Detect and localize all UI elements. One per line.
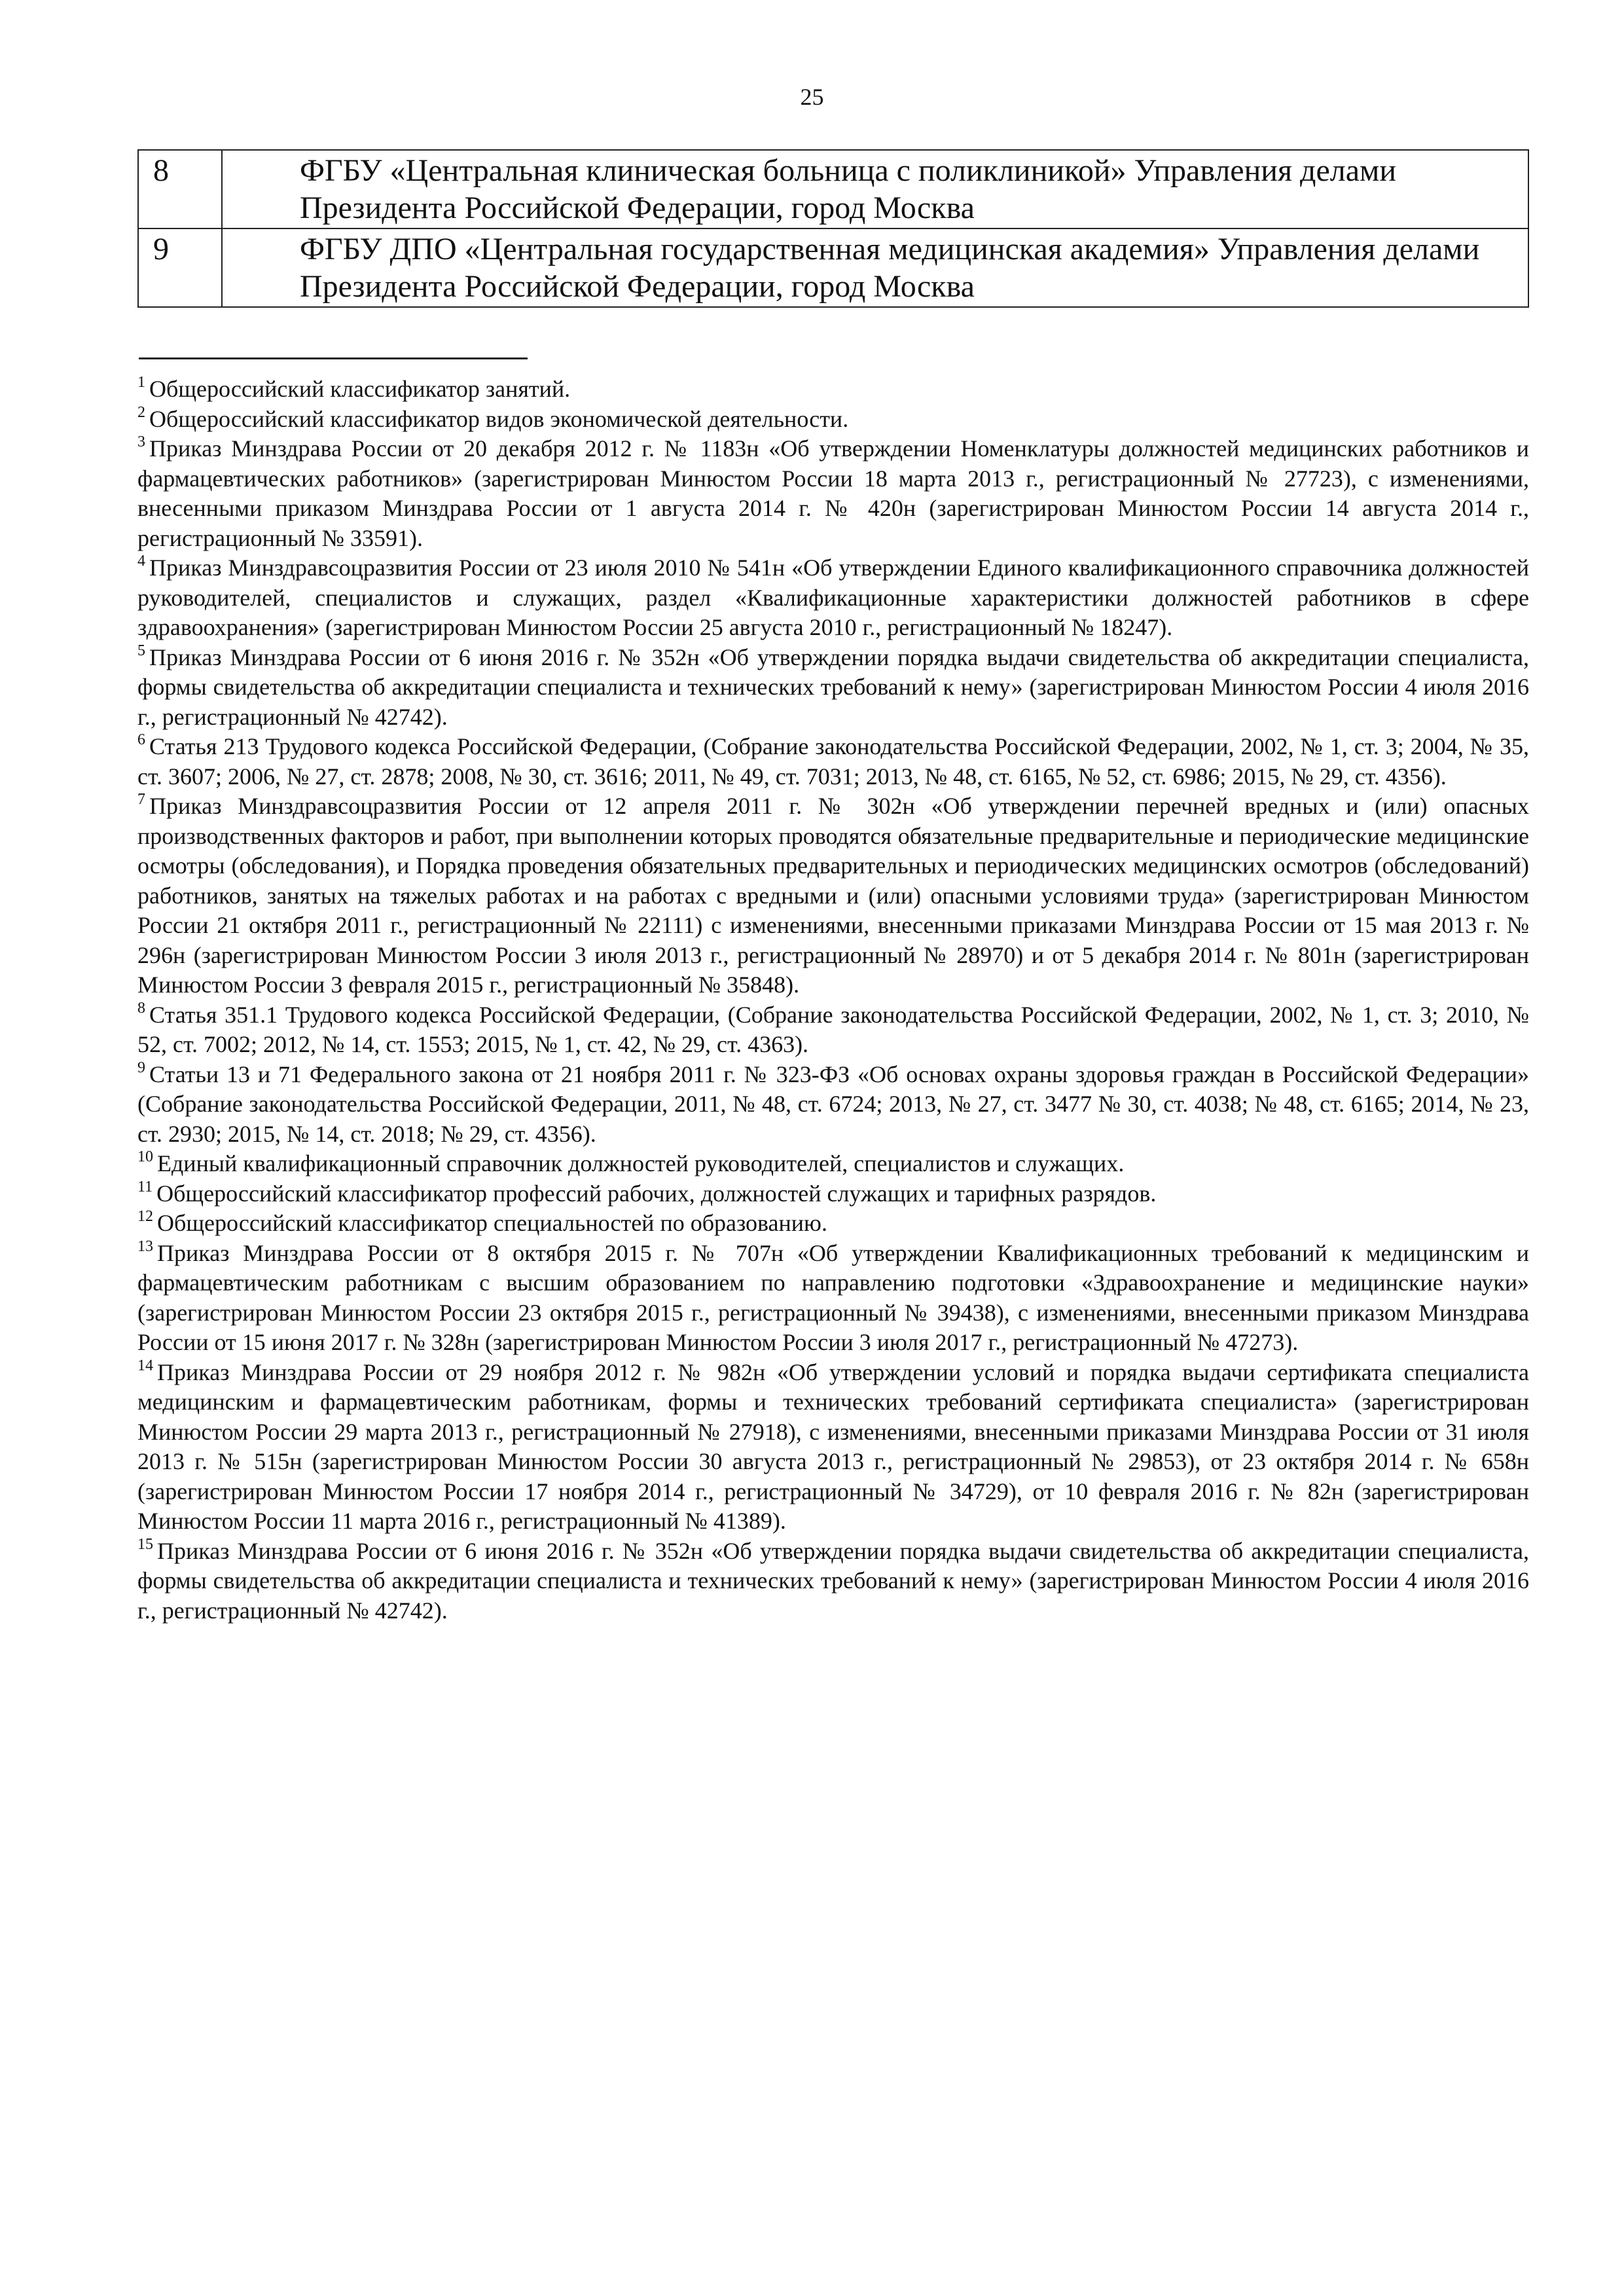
footnote-number: 13 bbox=[137, 1237, 153, 1255]
organizations-table bbox=[137, 149, 1529, 308]
footnote-number: 6 bbox=[137, 731, 145, 748]
footnote-number: 9 bbox=[137, 1059, 145, 1076]
footnote bbox=[137, 1239, 1529, 1358]
footnote-number: 2 bbox=[137, 403, 145, 421]
footnote-text: Приказ Минздрава России от 29 ноября 2012 г. № 982н «Об утверждении условий и порядка выдачи сертификата специалиста медицинским и фармацевтическим работникам, формы и технических требований сертификата специалиста» (зарегистрирован Минюстом России 29 марта 2013 г., регистрационный № 27918), с изменениями, внесенными приказами Минздрава России от 31 июля 2013 г. № 515н (зарегистрирован Минюстом России 30 августа 2013 г., регистрационный № 29853), от 23 октября 2014 г. № 658н (зарегистрирован Минюстом России 17 ноября 2014 г., регистрационный № 34729), от 10 февраля 2016 г. № 82н (зарегистрирован Минюстом России 11 марта 2016 г., регистрационный № 41389). bbox=[137, 1358, 1529, 1534]
footnote-number: 12 bbox=[137, 1208, 153, 1225]
footnote-text: Общероссийский классификатор специальностей по образованию. bbox=[157, 1210, 827, 1236]
table-row bbox=[138, 228, 1528, 307]
footnote bbox=[137, 434, 1529, 553]
footnote bbox=[137, 1209, 1529, 1239]
footnote-separator bbox=[139, 357, 528, 359]
footnote bbox=[137, 1358, 1529, 1537]
table-row bbox=[138, 150, 1528, 228]
footnote bbox=[137, 1179, 1529, 1209]
footnote-text: Приказ Минздравсоцразвития России от 12 апреля 2011 г. № 302н «Об утверждении перечней вредных и (или) опасных производственных факторов и работ, при выполнении которых проводятся обязательные предварительные и периодические медицинские осмотры (обследования), и Порядка проведения обязательных предварительных и периодических медицинских осмотров (обследований) работников, занятых на тяжелых работах и на работах с вредными и (или) опасными условиями труда» (зарегистрирован Минюстом России 21 октября 2011 г., регистрационный № 22111) с изменениями, внесенными приказами Минздрава России от 15 мая 2013 г. № 296н (зарегистрирован Минюстом России 3 июля 2013 г., регистрационный № 28970) и от 5 декабря 2014 г. № 801н (зарегистрирован Минюстом России 3 февраля 2015 г., регистрационный № 35848). bbox=[137, 793, 1529, 998]
footnote-number: 8 bbox=[137, 999, 145, 1017]
footnote bbox=[137, 1000, 1529, 1060]
footnotes-section bbox=[137, 374, 1529, 1626]
footnote-text: Статья 213 Трудового кодекса Российской Федерации, (Собрание законодательства Российской Федерации, 2002, № 1, ст. 3; 2004, № 35, ст. 3607; 2006, № 27, ст. 2878; 2008, № 30, ст. 3616; 2011, № 49, ст. 7031; 2013, № 48, ст. 6165, № 52, ст. 6986; 2015, № 29, ст. 4356). bbox=[137, 733, 1529, 790]
footnote-number: 4 bbox=[137, 553, 145, 570]
footnote-text: Приказ Минздрава России от 6 июня 2016 г. № 352н «Об утверждении порядка выдачи свидетельства об аккредитации специалиста, формы свидетельства об аккредитации специалиста и технических требований к нему» (зарегистрирован Минюстом России 4 июля 2016 г., регистрационный № 42742). bbox=[137, 1537, 1529, 1624]
footnote bbox=[137, 553, 1529, 643]
footnote bbox=[137, 1149, 1529, 1179]
page-number: 25 bbox=[800, 84, 824, 110]
footnote bbox=[137, 732, 1529, 792]
footnote-number: 11 bbox=[137, 1178, 153, 1195]
footnote bbox=[137, 643, 1529, 733]
footnote bbox=[137, 405, 1529, 435]
organization-name: ФГБУ «Центральная клиническая больница с поликлиникой» Управления делами Президента Российской Федерации, город Москва bbox=[222, 150, 1528, 228]
footnote-number: 1 bbox=[137, 374, 145, 391]
footnote bbox=[137, 792, 1529, 1000]
organizations-table-container bbox=[137, 149, 1529, 308]
footnote-number: 14 bbox=[137, 1357, 153, 1374]
footnote-number: 7 bbox=[137, 791, 145, 808]
footnote-text: Статьи 13 и 71 Федерального закона от 21 ноября 2011 г. № 323-ФЗ «Об основах охраны здоровья граждан в Российской Федерации» (Собрание законодательства Российской Федерации, 2011, № 48, ст. 6724; 2013, № 27, ст. 3477 № 30, ст. 4038; № 48, ст. 6165; 2014, № 23, ст. 2930; 2015, № 14, ст. 2018; № 29, ст. 4356). bbox=[137, 1061, 1529, 1147]
organization-name: ФГБУ ДПО «Центральная государственная медицинская академия» Управления делами Президента Российской Федерации, город Москва bbox=[222, 228, 1528, 307]
footnote-number: 10 bbox=[137, 1148, 153, 1165]
footnote-text: Приказ Минздрава России от 20 декабря 2012 г. № 1183н «Об утверждении Номенклатуры должностей медицинских работников и фармацевтических работников» (зарегистрирован Минюстом России 18 марта 2013 г., регистрационный № 27723), с изменениями, внесенными приказом Минздрава России от 1 августа 2014 г. № 420н (зарегистрирован Минюстом России 14 августа 2014 г., регистрационный № 33591). bbox=[137, 435, 1529, 551]
footnote-number: 3 bbox=[137, 433, 145, 450]
footnote bbox=[137, 374, 1529, 405]
footnote-text: Статья 351.1 Трудового кодекса Российской Федерации, (Собрание законодательства Российской Федерации, 2002, № 1, ст. 3; 2010, № 52, ст. 7002; 2012, № 14, ст. 1553; 2015, № 1, ст. 42, № 29, ст. 4363). bbox=[137, 1001, 1529, 1057]
footnote-text: Общероссийский классификатор занятий. bbox=[149, 376, 571, 402]
footnote-text: Приказ Минздрава России от 6 июня 2016 г. № 352н «Об утверждении порядка выдачи свидетельства об аккредитации специалиста, формы свидетельства об аккредитации специалиста и технических требований к нему» (зарегистрирован Минюстом России 4 июля 2016 г., регистрационный № 42742). bbox=[137, 644, 1529, 730]
footnote-text: Приказ Минздрава России от 8 октября 2015 г. № 707н «Об утверждении Квалификационных требований к медицинским и фармацевтическим работникам с высшим образованием по направлению подготовки «Здравоохранение и медицинские науки» (зарегистрирован Минюстом России 23 октября 2015 г., регистрационный № 39438), с изменениями, внесенными приказом Минздрава России от 15 июня 2017 г. № 328н (зарегистрирован Минюстом России 3 июля 2017 г., регистрационный № 47273). bbox=[137, 1239, 1529, 1355]
footnote-number: 5 bbox=[137, 642, 145, 659]
footnote bbox=[137, 1060, 1529, 1150]
row-number: 8 bbox=[138, 150, 222, 228]
footnote-text: Общероссийский классификатор профессий рабочих, должностей служащих и тарифных разрядов. bbox=[156, 1180, 1157, 1207]
footnote-text: Общероссийский классификатор видов экономической деятельности. bbox=[149, 405, 849, 432]
footnote-text: Приказ Минздравсоцразвития России от 23 июля 2010 № 541н «Об утверждении Единого квалификационного справочника должностей руководителей, специалистов и служащих, раздел «Квалификационные характеристики должностей работников в сфере здравоохранения» (зарегистрирован Минюстом России 25 августа 2010 г., регистрационный № 18247). bbox=[137, 555, 1529, 640]
row-number: 9 bbox=[138, 228, 222, 307]
footnote bbox=[137, 1537, 1529, 1626]
footnote-text: Единый квалификационный справочник должностей руководителей, специалистов и служащих. bbox=[157, 1150, 1125, 1176]
footnote-number: 15 bbox=[137, 1535, 153, 1553]
